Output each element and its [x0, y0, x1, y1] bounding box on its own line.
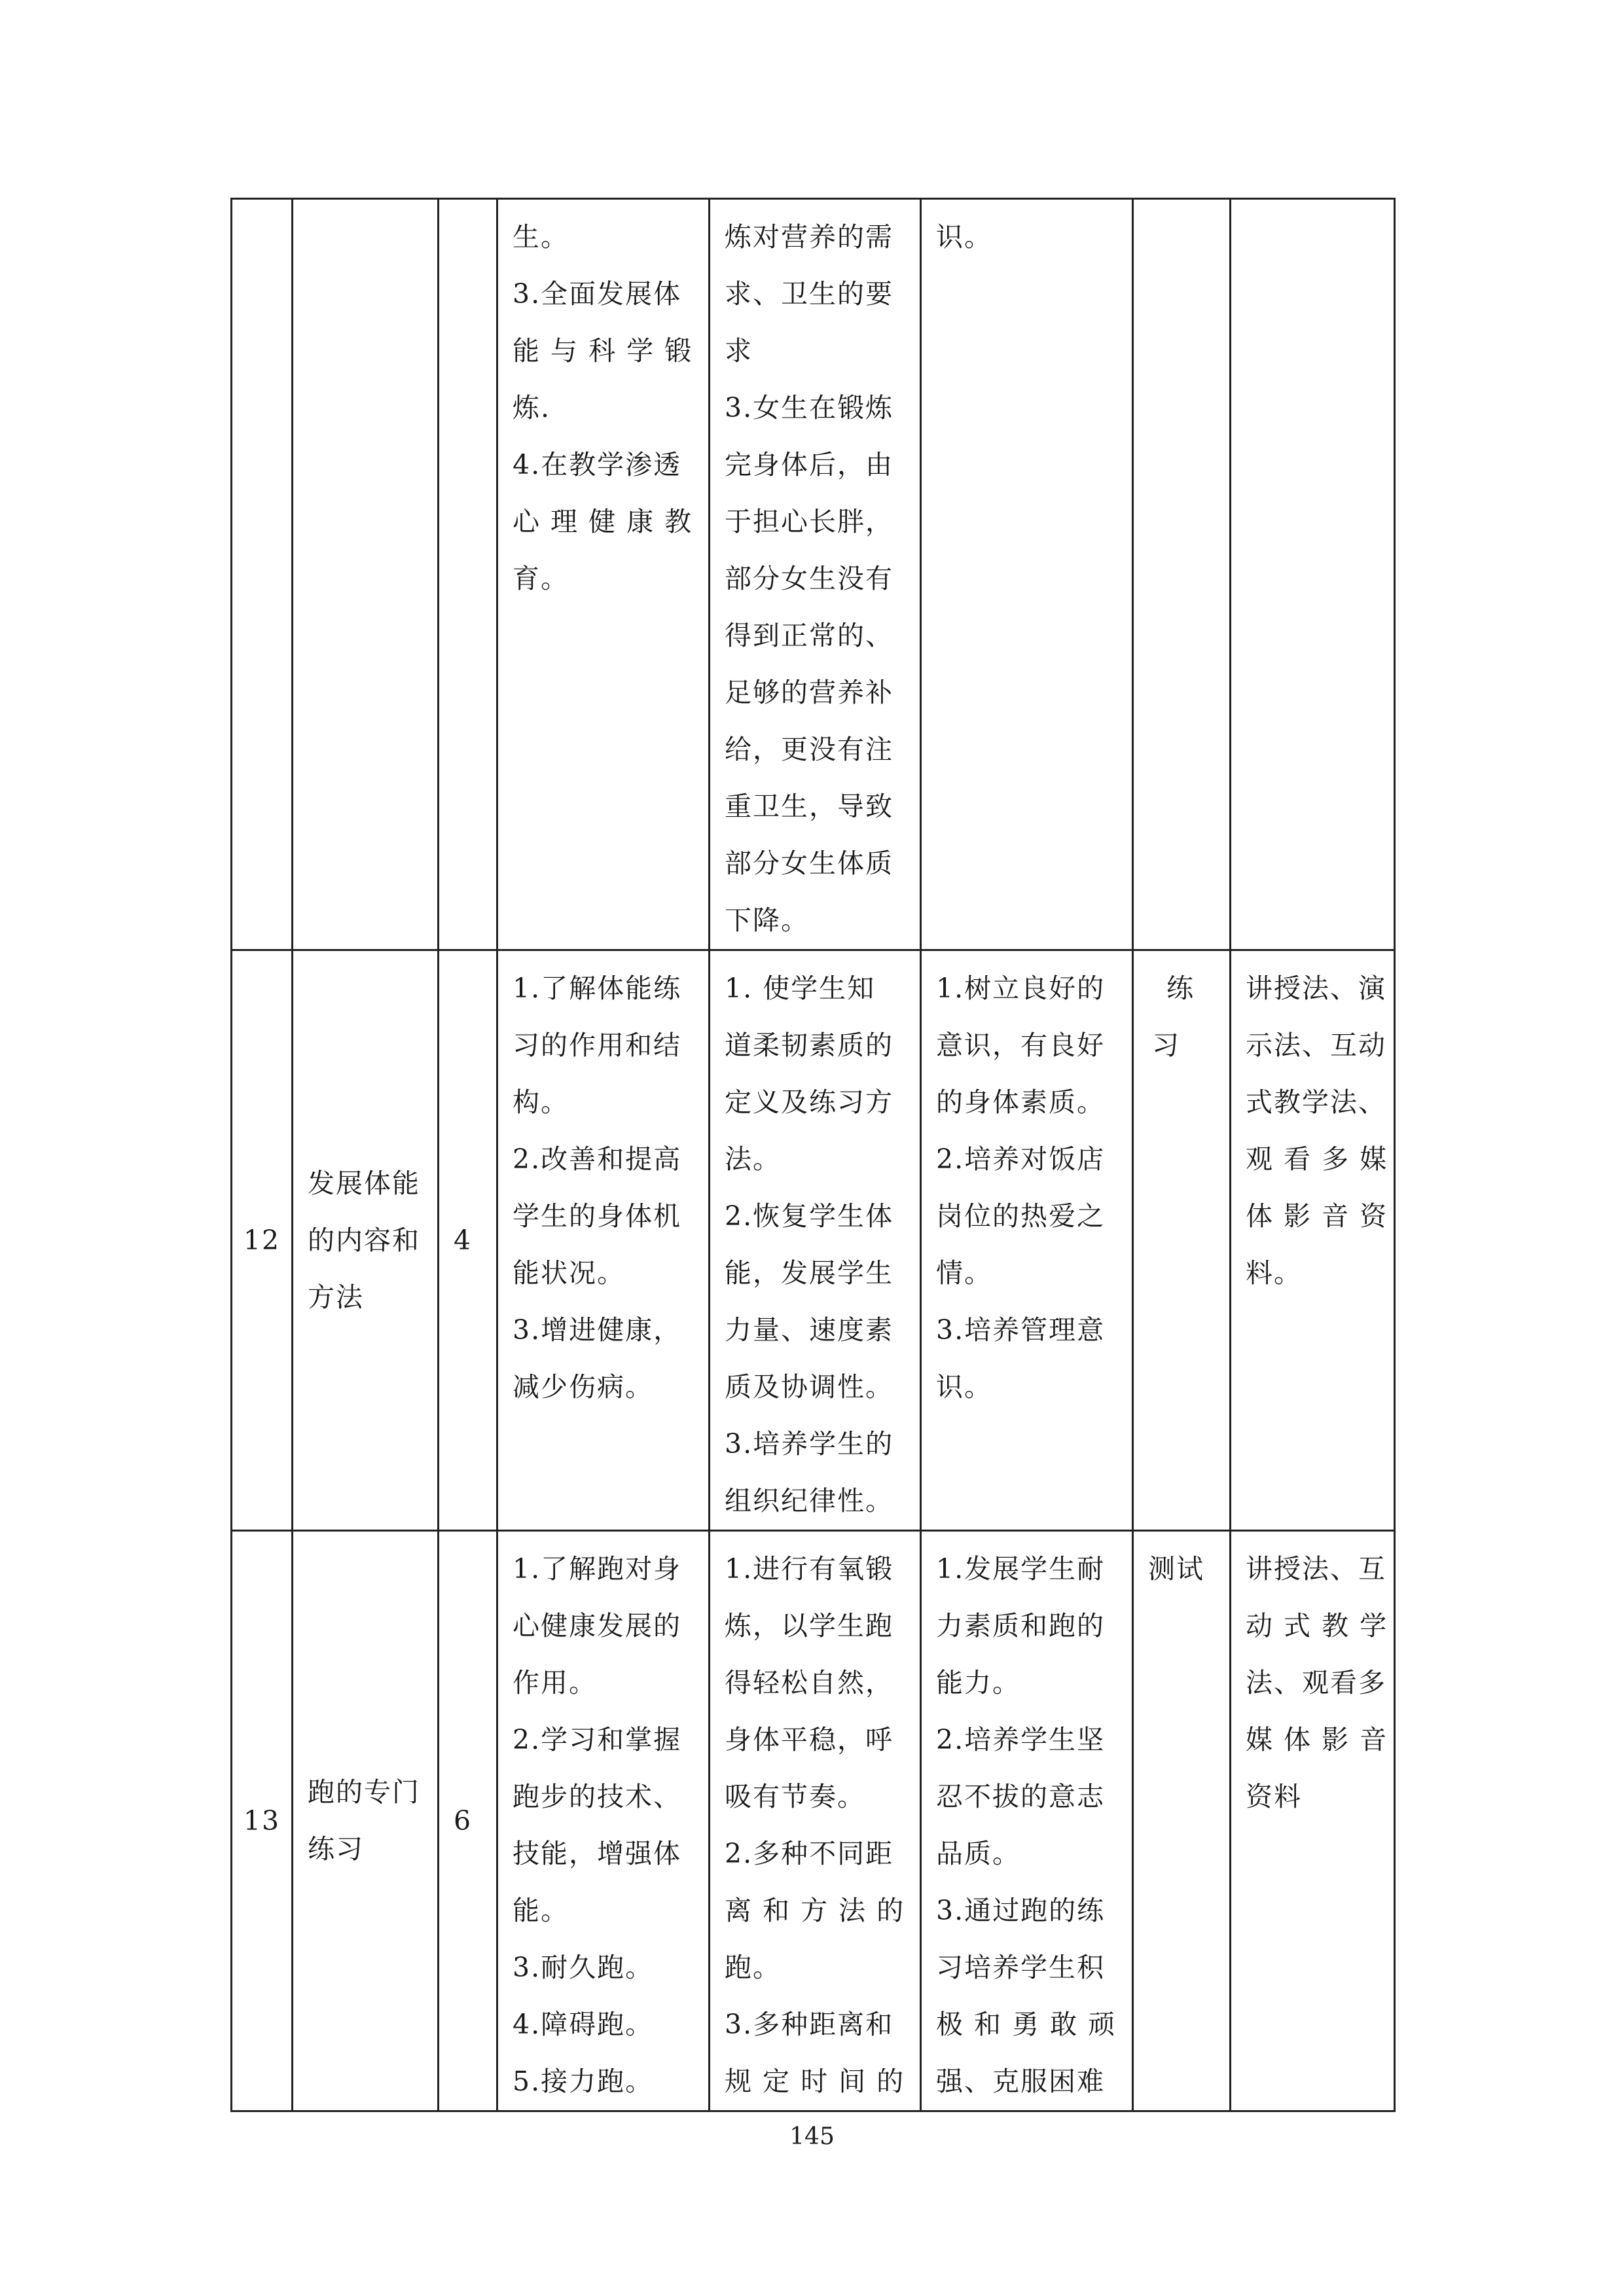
text-line: 跑的专门 — [308, 1776, 420, 1808]
methods-cell — [1231, 199, 1395, 950]
key-points-cell — [710, 1531, 921, 2111]
text-line: 跑。 — [725, 1952, 781, 1983]
text-line: 讲授法、演 — [1246, 973, 1386, 1004]
text-line: 力素质和跑的 — [936, 1610, 1105, 1641]
text-line: 岗位的热爱之 — [936, 1200, 1105, 1232]
row-number — [232, 570, 291, 579]
hours-value: 6 — [454, 1804, 473, 1837]
text-line: 部分女生体质 — [725, 848, 893, 879]
text-line: 完身体后，由 — [725, 449, 893, 480]
text-line: 料。 — [1246, 1257, 1302, 1289]
hours-cell — [439, 199, 497, 950]
text-line: 能状况。 — [513, 1257, 625, 1289]
text-line: 2.培养对饭店 — [936, 1143, 1106, 1175]
text-line: 忍不拔的意志 — [936, 1781, 1105, 1812]
hours-cell — [439, 1531, 497, 2111]
text-line: 能。 — [513, 1895, 569, 1926]
table-row — [232, 1531, 1395, 2111]
methods-cell — [1231, 1531, 1395, 2111]
objectives-cell — [497, 199, 710, 950]
key-points-cell — [710, 199, 921, 950]
methods-text — [1231, 1532, 1394, 1825]
objectives-cell — [497, 950, 710, 1531]
text-line: 练 — [1166, 973, 1195, 1004]
text-line: 识。 — [936, 221, 992, 253]
ideology-text — [922, 1532, 1132, 2110]
text-line: 2.培养学生坚 — [936, 1724, 1106, 1755]
topic-cell — [293, 950, 439, 1531]
text-line: 2.学习和掌握 — [513, 1724, 682, 1755]
text-line: 3.培养学生的 — [725, 1428, 894, 1460]
text-line: 习 — [1152, 1030, 1180, 1061]
text-line: 习培养学生积 — [936, 1952, 1105, 1983]
text-line: 的内容和 — [308, 1224, 420, 1256]
text-line: 意识，有良好 — [936, 1030, 1105, 1061]
key-points-cell — [710, 950, 921, 1531]
row-number-cell — [232, 950, 293, 1531]
text-line: 组织纪律性。 — [725, 1485, 893, 1516]
text-line: 观 看 多 媒 — [1246, 1143, 1388, 1175]
text-line: 得轻松自然， — [725, 1667, 893, 1698]
text-line: 能，发展学生 — [725, 1257, 893, 1289]
text-line: 得到正常的、 — [725, 620, 893, 651]
text-line: 炼. — [513, 392, 551, 423]
text-line: 2.改善和提高 — [513, 1143, 682, 1175]
methods-text — [1231, 951, 1394, 1302]
text-line: 动 式 教 学 — [1246, 1610, 1388, 1641]
topic-cell — [293, 199, 439, 950]
text-line: 心健康发展的 — [513, 1610, 681, 1641]
text-line: 1.进行有氧锻 — [725, 1553, 894, 1585]
text-line: 法。 — [725, 1143, 781, 1175]
ideology-text — [922, 951, 1132, 1416]
topic-text — [293, 1764, 437, 1878]
topic-text — [293, 1155, 437, 1326]
key-points-text — [710, 1532, 920, 2110]
text-line: 4.障碍跑。 — [513, 2009, 654, 2040]
ideology-text — [922, 200, 1132, 266]
table-row — [232, 950, 1395, 1531]
text-line: 离 和 方 法 的 — [725, 1895, 905, 1926]
text-line: 下降。 — [725, 905, 809, 936]
text-line: 强、克服困难 — [936, 2066, 1105, 2097]
text-line: 定义及练习方 — [725, 1086, 893, 1118]
assessment-cell — [1133, 199, 1231, 950]
text-line: 质及协调性。 — [725, 1371, 893, 1403]
text-line: 炼，以学生跑 — [725, 1610, 893, 1641]
methods-text — [1231, 200, 1394, 209]
row-number: 12 — [243, 1224, 281, 1256]
text-line: 体 影 音 资 — [1246, 1200, 1388, 1232]
text-line: 2.恢复学生体 — [725, 1200, 894, 1232]
text-line: 3.增进健康， — [513, 1314, 682, 1346]
text-line: 力量、速度素 — [725, 1314, 893, 1346]
table-row — [232, 199, 1395, 950]
text-line: 3.通过跑的练 — [936, 1895, 1106, 1926]
text-line: 5.接力跑。 — [513, 2066, 654, 2097]
text-line: 减少伤病。 — [513, 1371, 653, 1403]
text-line: 品质。 — [936, 1838, 1020, 1869]
topic-text — [293, 570, 437, 579]
text-line: 测试 — [1148, 1553, 1204, 1585]
text-line: 法、观看多 — [1246, 1667, 1386, 1698]
curriculum-table — [230, 198, 1396, 2112]
text-line: 习的作用和结 — [513, 1030, 681, 1061]
text-line: 心 理 健 康 教 — [513, 506, 693, 537]
text-line: 身体平稳，呼 — [725, 1724, 893, 1755]
assessment-cell — [1133, 950, 1231, 1531]
text-line: 媒 体 影 音 — [1246, 1724, 1388, 1755]
page-number: 145 — [789, 2123, 835, 2150]
ideology-cell — [921, 1531, 1133, 2111]
text-line: 育。 — [513, 563, 569, 594]
assessment-text — [1134, 951, 1229, 1074]
text-line: 讲授法、互 — [1246, 1553, 1386, 1585]
text-line: 给，更没有注 — [725, 734, 893, 765]
text-line: 1. 使学生知 — [725, 973, 876, 1004]
text-line: 吸有节奏。 — [725, 1781, 865, 1812]
objectives-text — [498, 951, 708, 1416]
text-line: 能力。 — [936, 1667, 1020, 1698]
text-line: 1.树立良好的 — [936, 973, 1106, 1004]
text-line: 1.了解跑对身 — [513, 1553, 682, 1585]
text-line: 规 定 时 间 的 — [725, 2066, 905, 2097]
text-line: 生。 — [513, 221, 569, 253]
text-line: 炼对营养的需 — [725, 221, 893, 253]
text-line: 2.多种不同距 — [725, 1838, 894, 1869]
text-line: 1.发展学生耐 — [936, 1553, 1106, 1585]
ideology-cell — [921, 950, 1133, 1531]
text-line: 3.培养管理意 — [936, 1314, 1106, 1346]
text-line: 资料 — [1246, 1781, 1302, 1812]
text-line: 作用。 — [513, 1667, 597, 1698]
assessment-cell — [1133, 1531, 1231, 2111]
hours-cell — [439, 950, 497, 1531]
methods-cell — [1231, 950, 1395, 1531]
text-line: 于担心长胖， — [725, 506, 893, 537]
assessment-text — [1134, 200, 1229, 209]
row-number-cell — [232, 199, 293, 950]
text-line: 求 — [725, 335, 753, 367]
text-line: 学生的身体机 — [513, 1200, 681, 1232]
row-number-cell — [232, 1531, 293, 2111]
text-line: 1.了解体能练 — [513, 973, 682, 1004]
text-line: 发展体能 — [308, 1167, 420, 1199]
text-line: 极 和 勇 敢 顽 — [936, 2009, 1117, 2040]
text-line: 情。 — [936, 1257, 992, 1289]
text-line: 跑步的技术、 — [513, 1781, 681, 1812]
text-line: 重卫生，导致 — [725, 791, 893, 822]
objectives-cell — [497, 1531, 710, 2111]
text-line: 3.全面发展体 — [513, 278, 682, 310]
text-line: 识。 — [936, 1371, 992, 1403]
text-line: 3.女生在锻炼 — [725, 392, 894, 423]
assessment-text — [1134, 1532, 1229, 1598]
text-line: 能 与 科 学 锻 — [513, 335, 693, 367]
hours-value: 4 — [454, 1224, 473, 1256]
text-line: 式教学法、 — [1246, 1086, 1386, 1118]
text-line: 3.耐久跑。 — [513, 1952, 654, 1983]
key-points-text — [710, 951, 920, 1530]
key-points-text — [710, 200, 920, 949]
ideology-cell — [921, 199, 1133, 950]
text-line: 道柔韧素质的 — [725, 1030, 893, 1061]
text-line: 部分女生没有 — [725, 563, 893, 594]
text-line: 示法、互动 — [1246, 1030, 1386, 1061]
topic-cell — [293, 1531, 439, 2111]
row-number: 13 — [243, 1804, 281, 1837]
text-line: 方法 — [308, 1281, 364, 1313]
text-line: 求、卫生的要 — [725, 278, 893, 310]
text-line: 足够的营养补 — [725, 677, 893, 708]
text-line: 技能，增强体 — [513, 1838, 681, 1869]
text-line: 3.多种距离和 — [725, 2009, 894, 2040]
objectives-text — [498, 1532, 708, 2110]
objectives-text — [498, 200, 708, 607]
text-line: 练习 — [308, 1833, 364, 1865]
text-line: 构。 — [513, 1086, 569, 1118]
text-line: 4.在教学渗透 — [513, 449, 682, 480]
hours-value — [439, 570, 496, 579]
text-line: 的身体素质。 — [936, 1086, 1105, 1118]
